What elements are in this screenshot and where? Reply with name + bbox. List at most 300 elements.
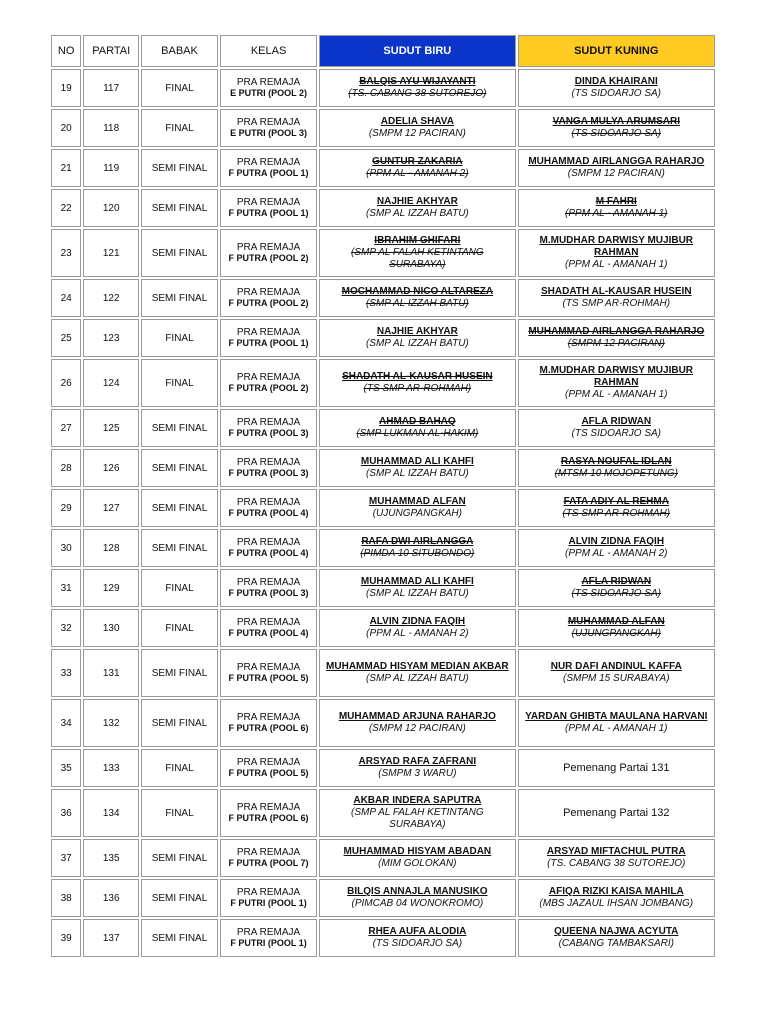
table-row xyxy=(51,109,715,147)
kuning-athlete-club: (PPM AL - AMANAH 2) xyxy=(565,548,668,559)
kuning-placeholder: Pemenang Partai 131 xyxy=(563,762,670,774)
partai-value: 122 xyxy=(102,292,120,304)
no-value: 39 xyxy=(60,932,72,944)
kelas-category: F PUTRA (POOL 5) xyxy=(228,768,309,778)
header-partai: PARTAI xyxy=(83,35,139,67)
kelas-category: F PUTRA (POOL 1) xyxy=(228,208,309,218)
table-row xyxy=(51,749,715,787)
cell-sudut-biru xyxy=(319,699,515,747)
kuning-athlete-name: ARSYAD MIFTACHUL PUTRA xyxy=(546,846,686,857)
cell-no xyxy=(51,359,81,407)
cell-sudut-kuning xyxy=(518,529,715,567)
kelas-category: F PUTRA (POOL 4) xyxy=(228,628,309,638)
biru-athlete-club: (SMP AL IZZAH BATU) xyxy=(365,298,469,309)
cell-sudut-biru xyxy=(319,189,515,227)
kelas-level: PRA REMAJA xyxy=(236,287,301,298)
cell-sudut-kuning xyxy=(518,109,715,147)
kuning-athlete-club: (CABANG TAMBAKSARI) xyxy=(558,938,674,949)
no-value: 38 xyxy=(60,892,72,904)
cell-no xyxy=(51,449,81,487)
cell-sudut-kuning xyxy=(518,319,715,357)
cell-sudut-biru xyxy=(319,279,515,317)
babak-value: SEMI FINAL xyxy=(151,542,208,554)
kelas-level: PRA REMAJA xyxy=(236,77,301,88)
cell-kelas xyxy=(220,919,317,957)
kuning-athlete-club: (TS SIDOARJO SA) xyxy=(571,428,661,439)
kuning-athlete-club: (TS SIDOARJO SA) xyxy=(571,88,661,99)
no-value: 36 xyxy=(60,807,72,819)
cell-sudut-kuning xyxy=(518,839,715,877)
no-value: 19 xyxy=(60,82,72,94)
table-body xyxy=(51,69,715,957)
kuning-athlete-name: M.MUDHAR DARWISY MUJIBUR RAHMAN xyxy=(539,365,694,388)
kelas-level: PRA REMAJA xyxy=(236,887,301,898)
biru-athlete-name: MUHAMMAD ARJUNA RAHARJO xyxy=(338,711,496,722)
table-row xyxy=(51,919,715,957)
match-table xyxy=(49,33,717,959)
table-row xyxy=(51,279,715,317)
kuning-athlete-name: ALVIN ZIDNA FAQIH xyxy=(568,536,665,547)
kelas-category: F PUTRA (POOL 1) xyxy=(228,168,309,178)
partai-value: 136 xyxy=(102,892,120,904)
cell-sudut-biru xyxy=(319,149,515,187)
cell-sudut-kuning xyxy=(518,609,715,647)
kuning-athlete-club: (TS. CABANG 38 SUTOREJO) xyxy=(547,858,686,869)
kelas-category: E PUTRI (POOL 2) xyxy=(230,88,307,98)
partai-value: 125 xyxy=(102,422,120,434)
cell-kelas xyxy=(220,279,317,317)
biru-athlete-club: (TS SMP AR-ROHMAH) xyxy=(363,383,472,394)
header-no: NO xyxy=(51,35,81,67)
cell-kelas xyxy=(220,789,317,837)
cell-sudut-kuning xyxy=(518,149,715,187)
no-value: 23 xyxy=(60,247,72,259)
kuning-athlete-club: (PPM AL - AMANAH 1) xyxy=(565,389,668,400)
cell-no xyxy=(51,839,81,877)
cell-babak xyxy=(141,749,218,787)
cell-sudut-biru xyxy=(319,409,515,447)
no-value: 29 xyxy=(60,502,72,514)
biru-athlete-name: MUHAMMAD HISYAM ABADAN xyxy=(343,846,492,857)
kelas-level: PRA REMAJA xyxy=(236,927,301,938)
header-sudut-biru: SUDUT BIRU xyxy=(319,35,515,67)
partai-value: 117 xyxy=(103,82,120,94)
kuning-athlete-club: (PPM AL - AMANAH 1) xyxy=(565,723,668,734)
babak-value: FINAL xyxy=(165,762,194,774)
kuning-athlete-name: DINDA KHAIRANI xyxy=(574,76,658,87)
kelas-level: PRA REMAJA xyxy=(236,327,301,338)
cell-babak xyxy=(141,109,218,147)
biru-athlete-club: (SMP AL IZZAH BATU) xyxy=(365,673,469,684)
no-value: 27 xyxy=(60,422,72,434)
cell-babak xyxy=(141,569,218,607)
kuning-athlete-name: RASYA NOUFAL IDLAN xyxy=(560,456,672,467)
kuning-athlete-name: MUHAMMAD AIRLANGGA RAHARJO xyxy=(528,326,705,337)
kelas-category: F PUTRA (POOL 3) xyxy=(228,588,309,598)
no-value: 32 xyxy=(60,622,72,634)
kuning-athlete-name: QUEENA NAJWA ACYUTA xyxy=(554,926,679,937)
biru-athlete-club: (SMP AL FALAH KETINTANG SURABAYA) xyxy=(351,807,484,830)
cell-partai xyxy=(83,279,139,317)
cell-kelas xyxy=(220,649,317,697)
kuning-athlete-name: YARDAN GHIBTA MAULANA HARVANI xyxy=(525,711,708,722)
kuning-athlete-club: (TS SMP AR-ROHMAH) xyxy=(562,508,671,519)
cell-kelas xyxy=(220,569,317,607)
header-sudut-kuning: SUDUT KUNING xyxy=(518,35,715,67)
header-kelas: KELAS xyxy=(220,35,317,67)
kelas-level: PRA REMAJA xyxy=(236,372,301,383)
biru-athlete-name: MUHAMMAD ALI KAHFI xyxy=(360,456,474,467)
cell-partai xyxy=(83,359,139,407)
kelas-level: PRA REMAJA xyxy=(236,662,301,673)
babak-value: FINAL xyxy=(165,622,194,634)
biru-athlete-club: (SMPM 3 WARU) xyxy=(378,768,457,779)
partai-value: 119 xyxy=(103,162,120,174)
cell-kelas xyxy=(220,359,317,407)
kuning-athlete-club: (SMPM 12 PACIRAN) xyxy=(567,168,665,179)
cell-sudut-biru xyxy=(319,449,515,487)
biru-athlete-club: (SMPM 12 PACIRAN) xyxy=(368,128,466,139)
kuning-athlete-club: (TS SMP AR-ROHMAH) xyxy=(562,298,671,309)
cell-no xyxy=(51,919,81,957)
match-schedule-sheet xyxy=(51,33,717,959)
partai-value: 135 xyxy=(102,852,120,864)
cell-no xyxy=(51,189,81,227)
cell-babak xyxy=(141,649,218,697)
biru-athlete-club: (PIMDA 10 SITUBONDO) xyxy=(360,548,475,559)
no-value: 34 xyxy=(60,717,72,729)
kelas-category: F PUTRI (POOL 1) xyxy=(230,898,307,908)
kelas-level: PRA REMAJA xyxy=(236,457,301,468)
table-row xyxy=(51,879,715,917)
biru-athlete-club: (SMP AL IZZAH BATU) xyxy=(365,468,469,479)
biru-athlete-club: (SMP AL IZZAH BATU) xyxy=(365,588,469,599)
biru-athlete-name: MOCHAMMAD NICO ALTAREZA xyxy=(341,286,494,297)
cell-sudut-biru xyxy=(319,569,515,607)
biru-athlete-club: (TS SIDOARJO SA) xyxy=(372,938,463,949)
cell-no xyxy=(51,529,81,567)
cell-kelas xyxy=(220,529,317,567)
babak-value: SEMI FINAL xyxy=(151,292,208,304)
partai-value: 130 xyxy=(102,622,120,634)
partai-value: 127 xyxy=(102,502,120,514)
cell-babak xyxy=(141,529,218,567)
kuning-athlete-name: FATA ADIY AL REHMA xyxy=(563,496,669,507)
kuning-placeholder: Pemenang Partai 132 xyxy=(563,807,670,819)
cell-kelas xyxy=(220,149,317,187)
biru-athlete-name: RHEA AUFA ALODIA xyxy=(368,926,467,937)
biru-athlete-name: BILQIS ANNAJLA MANUSIKO xyxy=(347,886,488,897)
partai-value: 129 xyxy=(102,582,120,594)
cell-partai xyxy=(83,879,139,917)
table-row xyxy=(51,489,715,527)
cell-partai xyxy=(83,569,139,607)
no-value: 21 xyxy=(60,162,72,174)
cell-babak xyxy=(141,489,218,527)
cell-sudut-kuning xyxy=(518,879,715,917)
cell-kelas xyxy=(220,749,317,787)
table-row xyxy=(51,789,715,837)
babak-value: SEMI FINAL xyxy=(151,667,208,679)
cell-no xyxy=(51,489,81,527)
biru-athlete-club: (SMPM 12 PACIRAN) xyxy=(368,723,466,734)
cell-no xyxy=(51,789,81,837)
kuning-athlete-name: AFLA RIDWAN xyxy=(581,416,652,427)
cell-no xyxy=(51,409,81,447)
table-row xyxy=(51,69,715,107)
table-row xyxy=(51,699,715,747)
header-row xyxy=(51,35,715,67)
kelas-level: PRA REMAJA xyxy=(236,497,301,508)
kelas-category: F PUTRA (POOL 4) xyxy=(228,508,309,518)
cell-sudut-biru xyxy=(319,789,515,837)
biru-athlete-name: BALQIS AYU WIJAYANTI xyxy=(359,76,476,87)
partai-value: 133 xyxy=(102,762,120,774)
kelas-category: F PUTRA (POOL 6) xyxy=(228,813,309,823)
no-value: 35 xyxy=(60,762,72,774)
partai-value: 123 xyxy=(102,332,120,344)
biru-athlete-name: NAJHIE AKHYAR xyxy=(376,326,458,337)
cell-no xyxy=(51,149,81,187)
biru-athlete-name: ALVIN ZIDNA FAQIH xyxy=(369,616,466,627)
partai-value: 124 xyxy=(102,377,120,389)
biru-athlete-name: ADELIA SHAVA xyxy=(380,116,454,127)
cell-sudut-biru xyxy=(319,649,515,697)
partai-value: 131 xyxy=(102,667,120,679)
partai-value: 128 xyxy=(102,542,120,554)
table-row xyxy=(51,319,715,357)
cell-no xyxy=(51,879,81,917)
table-row xyxy=(51,449,715,487)
no-value: 24 xyxy=(60,292,72,304)
kuning-athlete-club: (SMPM 15 SURABAYA) xyxy=(563,673,670,684)
kuning-athlete-club: (MTSM 10 MOJOPETUNG) xyxy=(554,468,678,479)
cell-no xyxy=(51,319,81,357)
biru-athlete-club: (UJUNGPANGKAH) xyxy=(372,508,462,519)
cell-babak xyxy=(141,149,218,187)
header-babak: BABAK xyxy=(141,35,218,67)
cell-partai xyxy=(83,609,139,647)
kuning-athlete-name: AFLA RIDWAN xyxy=(581,576,652,587)
cell-partai xyxy=(83,839,139,877)
cell-kelas xyxy=(220,489,317,527)
kuning-athlete-club: (TS SIDOARJO SA) xyxy=(571,588,661,599)
cell-no xyxy=(51,569,81,607)
kelas-level: PRA REMAJA xyxy=(236,242,301,253)
cell-sudut-kuning xyxy=(518,449,715,487)
kelas-category: E PUTRI (POOL 3) xyxy=(230,128,307,138)
kuning-athlete-club: (TS SIDOARJO SA) xyxy=(571,128,661,139)
cell-partai xyxy=(83,699,139,747)
cell-kelas xyxy=(220,449,317,487)
table-row xyxy=(51,649,715,697)
cell-kelas xyxy=(220,699,317,747)
cell-kelas xyxy=(220,879,317,917)
cell-partai xyxy=(83,489,139,527)
biru-athlete-name: SHADATH AL-KAUSAR HUSEIN xyxy=(342,371,493,382)
kelas-level: PRA REMAJA xyxy=(236,577,301,588)
kelas-level: PRA REMAJA xyxy=(236,157,301,168)
cell-no xyxy=(51,649,81,697)
babak-value: FINAL xyxy=(165,122,194,134)
kuning-athlete-name: MUHAMMAD AIRLANGGA RAHARJO xyxy=(528,156,705,167)
no-value: 20 xyxy=(60,122,72,134)
kelas-level: PRA REMAJA xyxy=(236,617,301,628)
kelas-category: F PUTRA (POOL 2) xyxy=(228,253,309,263)
cell-partai xyxy=(83,109,139,147)
biru-athlete-name: ARSYAD RAFA ZAFRANI xyxy=(358,756,477,767)
partai-value: 126 xyxy=(102,462,120,474)
table-row xyxy=(51,839,715,877)
kelas-category: F PUTRA (POOL 4) xyxy=(228,548,309,558)
cell-babak xyxy=(141,609,218,647)
cell-sudut-biru xyxy=(319,839,515,877)
biru-athlete-name: IBRAHIM GHIFARI xyxy=(374,235,461,246)
biru-athlete-club: (PIMCAB 04 WONOKROMO) xyxy=(351,898,484,909)
kelas-level: PRA REMAJA xyxy=(236,757,301,768)
table-row xyxy=(51,409,715,447)
babak-value: FINAL xyxy=(165,807,194,819)
cell-sudut-kuning xyxy=(518,189,715,227)
biru-athlete-name: AKBAR INDERA SAPUTRA xyxy=(353,795,482,806)
cell-sudut-biru xyxy=(319,919,515,957)
cell-partai xyxy=(83,649,139,697)
cell-kelas xyxy=(220,409,317,447)
kuning-athlete-club: (PPM AL - AMANAH 1) xyxy=(565,208,668,219)
kelas-level: PRA REMAJA xyxy=(236,802,301,813)
table-row xyxy=(51,529,715,567)
babak-value: SEMI FINAL xyxy=(151,462,208,474)
cell-sudut-kuning xyxy=(518,489,715,527)
cell-partai xyxy=(83,229,139,277)
cell-partai xyxy=(83,149,139,187)
cell-sudut-kuning xyxy=(518,649,715,697)
biru-athlete-name: MUHAMMAD HISYAM MEDIAN AKBAR xyxy=(326,661,509,672)
biru-athlete-club: (PPM AL - AMANAH 2) xyxy=(366,628,469,639)
cell-babak xyxy=(141,789,218,837)
cell-kelas xyxy=(220,189,317,227)
biru-athlete-club: (SMP LUKMAN AL-HAKIM) xyxy=(356,428,479,439)
cell-sudut-kuning xyxy=(518,279,715,317)
babak-value: SEMI FINAL xyxy=(151,852,208,864)
no-value: 26 xyxy=(60,377,72,389)
kelas-level: PRA REMAJA xyxy=(236,847,301,858)
biru-athlete-club: (TS. CABANG 38 SUTOREJO) xyxy=(348,88,487,99)
cell-sudut-kuning xyxy=(518,749,715,787)
cell-partai xyxy=(83,919,139,957)
kuning-athlete-name: VANGA MULYA ARUMSARI xyxy=(552,116,680,127)
babak-value: FINAL xyxy=(165,82,194,94)
cell-no xyxy=(51,609,81,647)
biru-athlete-club: (PPM AL - AMANAH 2) xyxy=(366,168,469,179)
partai-value: 120 xyxy=(102,202,120,214)
kelas-category: F PUTRA (POOL 1) xyxy=(228,338,309,348)
cell-sudut-kuning xyxy=(518,229,715,277)
babak-value: FINAL xyxy=(165,582,194,594)
cell-kelas xyxy=(220,609,317,647)
kuning-athlete-name: M FAHRI xyxy=(595,196,637,207)
kelas-category: F PUTRA (POOL 2) xyxy=(228,383,309,393)
cell-babak xyxy=(141,409,218,447)
cell-partai xyxy=(83,69,139,107)
cell-babak xyxy=(141,449,218,487)
cell-sudut-biru xyxy=(319,879,515,917)
kelas-category: F PUTRA (POOL 2) xyxy=(228,298,309,308)
cell-sudut-biru xyxy=(319,109,515,147)
cell-kelas xyxy=(220,319,317,357)
no-value: 31 xyxy=(60,582,72,594)
kelas-level: PRA REMAJA xyxy=(236,537,301,548)
babak-value: SEMI FINAL xyxy=(151,502,208,514)
biru-athlete-club: (SMP AL FALAH KETINTANG SURABAYA) xyxy=(351,247,484,270)
cell-babak xyxy=(141,879,218,917)
table-row xyxy=(51,189,715,227)
biru-athlete-club: (SMP AL IZZAH BATU) xyxy=(365,208,469,219)
cell-no xyxy=(51,749,81,787)
cell-partai xyxy=(83,319,139,357)
babak-value: SEMI FINAL xyxy=(151,422,208,434)
cell-sudut-biru xyxy=(319,319,515,357)
kuning-athlete-club: (MBS JAZAUL IHSAN JOMBANG) xyxy=(539,898,694,909)
kelas-category: F PUTRA (POOL 6) xyxy=(228,723,309,733)
biru-athlete-club: (SMP AL IZZAH BATU) xyxy=(365,338,469,349)
biru-athlete-name: RAFA DWI AIRLANGGA xyxy=(361,536,474,547)
no-value: 37 xyxy=(60,852,72,864)
cell-partai xyxy=(83,449,139,487)
partai-value: 137 xyxy=(102,932,120,944)
cell-babak xyxy=(141,919,218,957)
babak-value: SEMI FINAL xyxy=(151,892,208,904)
kuning-athlete-club: (SMPM 12 PACIRAN) xyxy=(567,338,665,349)
cell-babak xyxy=(141,359,218,407)
babak-value: SEMI FINAL xyxy=(151,932,208,944)
cell-kelas xyxy=(220,109,317,147)
cell-sudut-kuning xyxy=(518,69,715,107)
kuning-athlete-name: AFIQA RIZKI KAISA MAHILA xyxy=(548,886,684,897)
cell-no xyxy=(51,69,81,107)
cell-sudut-biru xyxy=(319,749,515,787)
biru-athlete-name: MUHAMMAD ALI KAHFI xyxy=(360,576,474,587)
biru-athlete-name: AHMAD BAHAQ xyxy=(379,416,456,427)
cell-babak xyxy=(141,319,218,357)
kelas-level: PRA REMAJA xyxy=(236,117,301,128)
kelas-category: F PUTRA (POOL 3) xyxy=(228,468,309,478)
kelas-level: PRA REMAJA xyxy=(236,197,301,208)
no-value: 33 xyxy=(60,667,72,679)
cell-sudut-kuning xyxy=(518,789,715,837)
kelas-level: PRA REMAJA xyxy=(236,712,301,723)
cell-no xyxy=(51,229,81,277)
cell-babak xyxy=(141,69,218,107)
cell-partai xyxy=(83,189,139,227)
partai-value: 132 xyxy=(102,717,120,729)
biru-athlete-name: GUNTUR ZAKARIA xyxy=(372,156,463,167)
babak-value: SEMI FINAL xyxy=(151,717,208,729)
cell-babak xyxy=(141,839,218,877)
kelas-category: F PUTRA (POOL 3) xyxy=(228,428,309,438)
kuning-athlete-club: (UJUNGPANGKAH) xyxy=(571,628,661,639)
kelas-category: F PUTRI (POOL 1) xyxy=(230,938,307,948)
babak-value: SEMI FINAL xyxy=(151,202,208,214)
cell-sudut-kuning xyxy=(518,569,715,607)
kuning-athlete-name: SHADATH AL-KAUSAR HUSEIN xyxy=(540,286,692,297)
cell-no xyxy=(51,279,81,317)
cell-sudut-biru xyxy=(319,69,515,107)
cell-partai xyxy=(83,789,139,837)
table-row xyxy=(51,149,715,187)
cell-sudut-biru xyxy=(319,489,515,527)
cell-sudut-biru xyxy=(319,529,515,567)
